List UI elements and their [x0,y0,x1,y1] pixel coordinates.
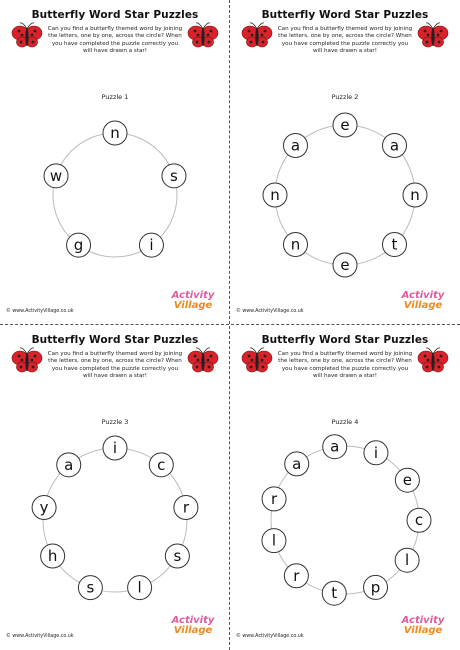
letter-node[interactable] [382,134,406,158]
puzzle-label: Puzzle 4 [331,418,359,426]
letter-text: a [64,455,74,474]
letter-node[interactable] [364,441,388,465]
letter-text: s [173,547,182,565]
letter-text: i [112,439,118,457]
letter-text: i [149,236,154,255]
letter-node[interactable] [322,581,346,605]
footer-copyright: © www.ActivityVillage.co.uk [6,309,74,314]
letter-node[interactable] [41,544,65,568]
letter-node[interactable] [284,134,308,158]
letter-text: r [293,566,300,585]
logo-line-2: Village [173,299,213,311]
letter-text: a [389,136,400,155]
letter-node[interactable] [263,183,287,207]
letter-text: c [157,455,166,474]
letter-text: y [39,498,49,517]
butterfly-icon [242,23,272,47]
letter-text: e [340,256,350,274]
letter-text: l [271,531,277,550]
worksheet-title: Butterfly Word Star Puzzles [261,334,429,346]
letter-node[interactable] [262,487,286,511]
logo-line-1: Activity [171,290,215,301]
letter-text: l [405,551,410,570]
letter-text: n [270,186,280,204]
letter-text: h [47,547,58,565]
letter-text: g [73,236,84,255]
letter-node[interactable] [78,576,102,600]
activity-village-logo [170,291,216,310]
letter-node[interactable] [67,233,91,257]
letter-text: t [331,584,338,603]
letter-text: a [330,437,340,456]
butterfly-icon [12,23,42,47]
letter-text: n [290,235,301,254]
letter-node[interactable] [57,453,81,477]
letter-text: r [182,498,189,517]
letter-text: w [49,166,63,185]
cut-line-horizontal [0,324,460,325]
footer-copyright: © www.ActivityVillage.co.uk [6,634,74,639]
letter-node[interactable] [165,544,189,568]
puzzle-label: Puzzle 1 [101,93,129,101]
footer-copyright: © www.ActivityVillage.co.uk [236,634,304,639]
butterfly-icon [188,23,218,47]
letter-node[interactable] [285,452,309,476]
letter-node[interactable] [262,529,286,553]
letter-text: s [86,578,95,597]
puzzle-label: Puzzle 3 [101,418,129,426]
butterfly-icon [12,348,42,372]
puzzle-panel [230,325,460,650]
letter-text: t [391,235,398,254]
puzzle-label: Puzzle 2 [331,93,359,101]
letter-text: n [410,186,420,204]
letter-text: l [137,578,142,597]
letter-text: r [270,489,278,508]
worksheet-title: Butterfly Word Star Puzzles [261,9,429,21]
letter-text: e [402,471,412,490]
instructions-text: Can you find a butterfly themed word by joining the letters, one by one, across the circle? When you have completed the puzzle correctly you will have drawn a star! [277,351,413,380]
worksheet-title: Butterfly Word Star Puzzles [31,334,199,346]
cut-line-vertical [229,0,230,650]
letter-node[interactable] [162,164,186,188]
letter-node[interactable] [103,121,127,145]
letter-node[interactable] [382,232,406,256]
logo-line-2: Village [403,624,443,636]
letter-node[interactable] [333,253,357,277]
logo-line-1: Activity [401,290,445,301]
letter-text: a [290,136,301,155]
logo-line-2: Village [173,624,213,636]
butterfly-icon [418,23,448,47]
letter-node[interactable] [32,495,56,519]
letter-node[interactable] [44,164,68,188]
butterfly-icon [188,348,218,372]
puzzle-panel [0,0,230,325]
logo-line-2: Village [403,299,443,311]
letter-text: p [370,578,381,597]
footer-copyright: © www.ActivityVillage.co.uk [236,309,304,314]
logo-line-1: Activity [171,615,215,626]
letter-text: a [292,454,302,473]
letter-node[interactable] [103,436,127,460]
instructions-text: Can you find a butterfly themed word by joining the letters, one by one, across the circle? When you have completed the puzzle correctly you will have drawn a star! [277,26,413,55]
letter-node[interactable] [395,468,419,492]
letter-text: c [414,511,424,530]
letter-node[interactable] [403,183,427,207]
letter-node[interactable] [174,495,198,519]
activity-village-logo [400,291,446,310]
butterfly-icon [242,348,272,372]
instructions-text: Can you find a butterfly themed word by joining the letters, one by one, across the circle? When you have completed the puzzle correctly you will have drawn a star! [47,26,183,55]
letter-node[interactable] [139,233,163,257]
letter-node[interactable] [333,113,357,137]
letter-text: e [340,116,350,134]
letter-node[interactable] [284,564,308,588]
worksheet-title: Butterfly Word Star Puzzles [31,9,199,21]
letter-text: i [373,443,379,462]
letter-text: n [110,124,120,142]
instructions-text: Can you find a butterfly themed word by joining the letters, one by one, across the circle? When you have completed the puzzle correctly you will have drawn a star! [47,351,183,380]
butterfly-icon [418,348,448,372]
letter-node[interactable] [395,548,419,572]
letter-node[interactable] [323,435,347,459]
puzzle-panel [230,0,460,325]
letter-node[interactable] [407,508,431,532]
activity-village-logo [400,616,446,635]
letter-node[interactable] [364,575,388,599]
activity-village-logo [170,616,216,635]
letter-node[interactable] [284,232,308,256]
letter-node[interactable] [128,576,152,600]
letter-node[interactable] [149,453,173,477]
puzzle-panel [0,325,230,650]
letter-text: s [170,166,178,185]
logo-line-1: Activity [401,615,445,626]
